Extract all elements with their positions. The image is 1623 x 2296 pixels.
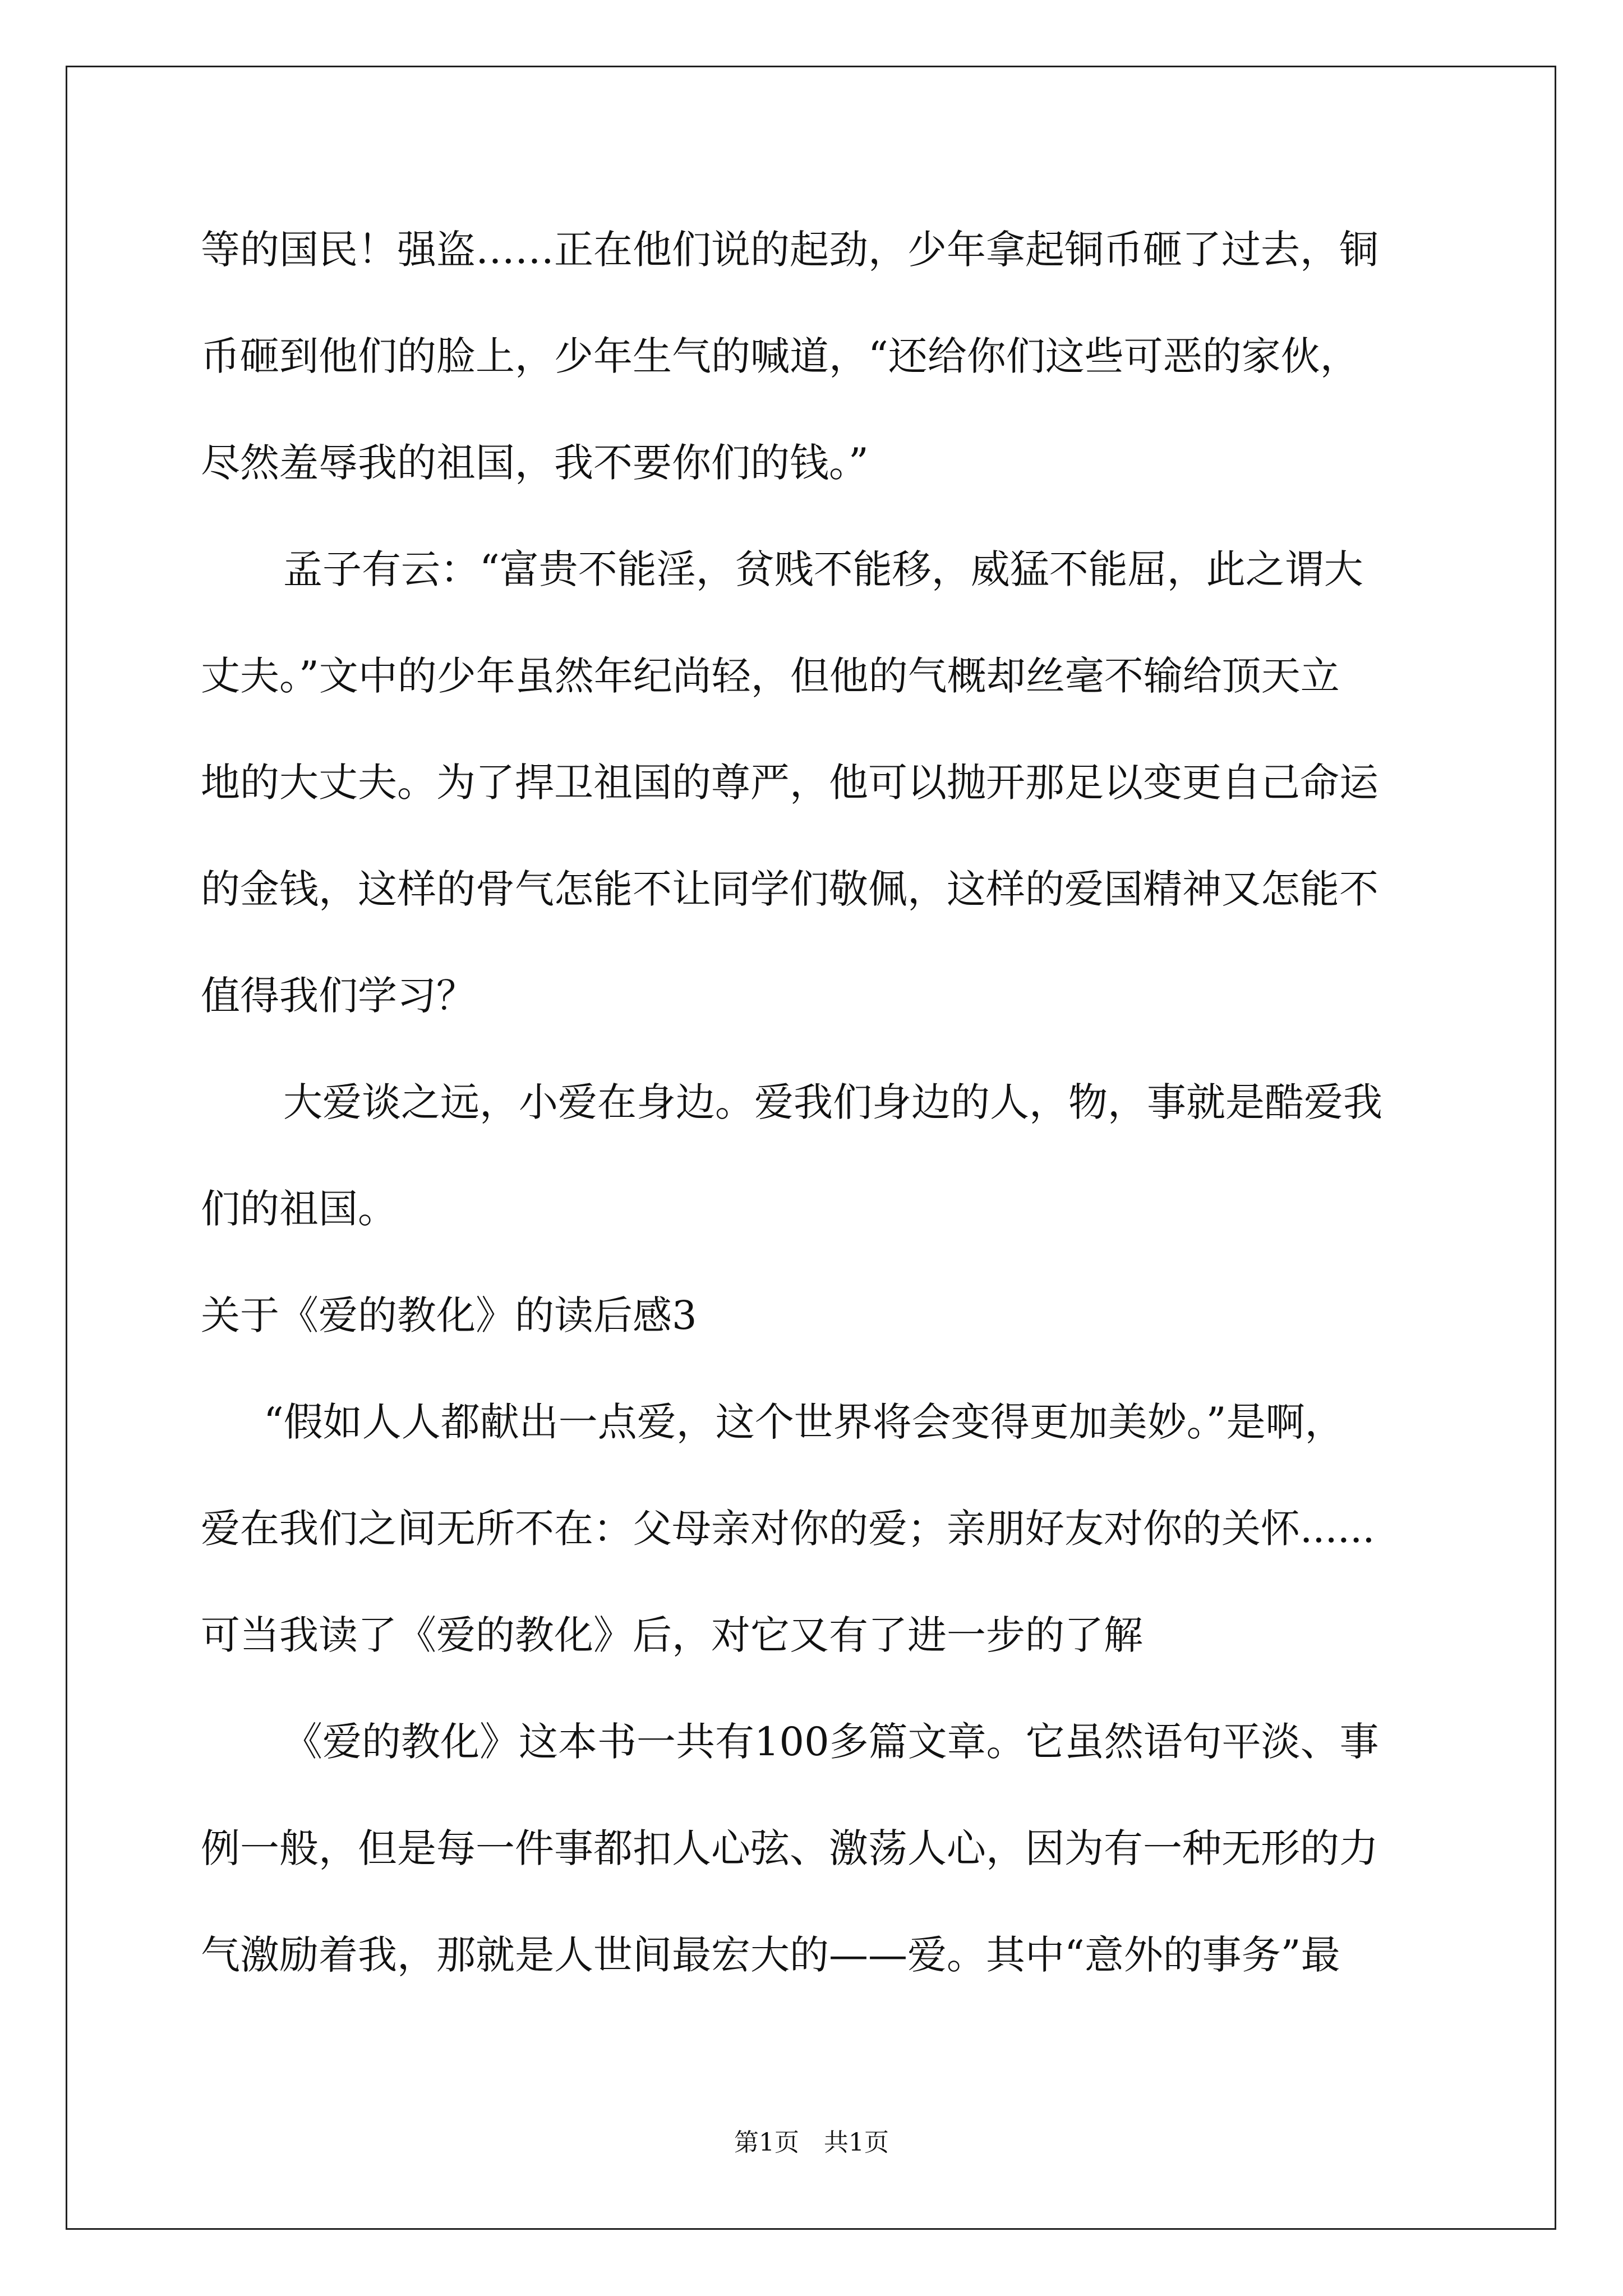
text-line: 币砸到他们的脸上，少年生气的喊道，“还给你们这些可恶的家伙，	[201, 333, 1359, 379]
text-line: 的金钱，这样的骨气怎能不让同学们敬佩，这样的爱国精神又怎能不	[201, 866, 1378, 912]
section-heading: 关于《爱的教化》的读后感3	[201, 1292, 697, 1338]
text-line: 地的大丈夫。为了捍卫祖国的尊严，他可以抛开那足以变更自己命运	[201, 760, 1378, 806]
text-line: 们的祖国。	[201, 1186, 397, 1232]
text-line: 气激励着我，那就是人世间最宏大的——爱。其中“意外的事务”最	[201, 1932, 1340, 1978]
paragraph-start-line: “假如人人都献出一点爱，这个世界将会变得更加美妙。”是啊，	[264, 1399, 1344, 1445]
text-line: 尽然羞辱我的祖国，我不要你们的钱。”	[201, 440, 869, 486]
text-line: 等的国民！强盗……正在他们说的起劲，少年拿起铜币砸了过去，铜	[201, 227, 1378, 273]
text-line: 值得我们学习？	[201, 973, 476, 1019]
page-footer: 第1页 共1页	[734, 2128, 889, 2157]
text-line: 例一般，但是每一件事都扣人心弦、激荡人心，因为有一种无形的力	[201, 1825, 1378, 1871]
text-line: 丈夫。”文中的少年虽然年纪尚轻，但他的气概却丝毫不输给顶天立	[201, 653, 1340, 699]
text-line: 可当我读了《爱的教化》后，对它又有了进一步的了解	[201, 1612, 1143, 1658]
text-line: 爱在我们之间无所不在：父母亲对你的爱；亲朋好友对你的关怀......	[201, 1506, 1375, 1552]
paragraph-start-line: 孟子有云：“富贵不能淫，贫贱不能移，威猛不能屈，此之谓大	[283, 546, 1363, 592]
page-border	[66, 66, 1556, 2230]
paragraph-start-line: 大爱谈之远，小爱在身边。爱我们身边的人，物，事就是酷爱我	[283, 1079, 1382, 1125]
paragraph-start-line: 《爱的教化》这本书一共有100多篇文章。它虽然语句平淡、事	[283, 1719, 1379, 1765]
